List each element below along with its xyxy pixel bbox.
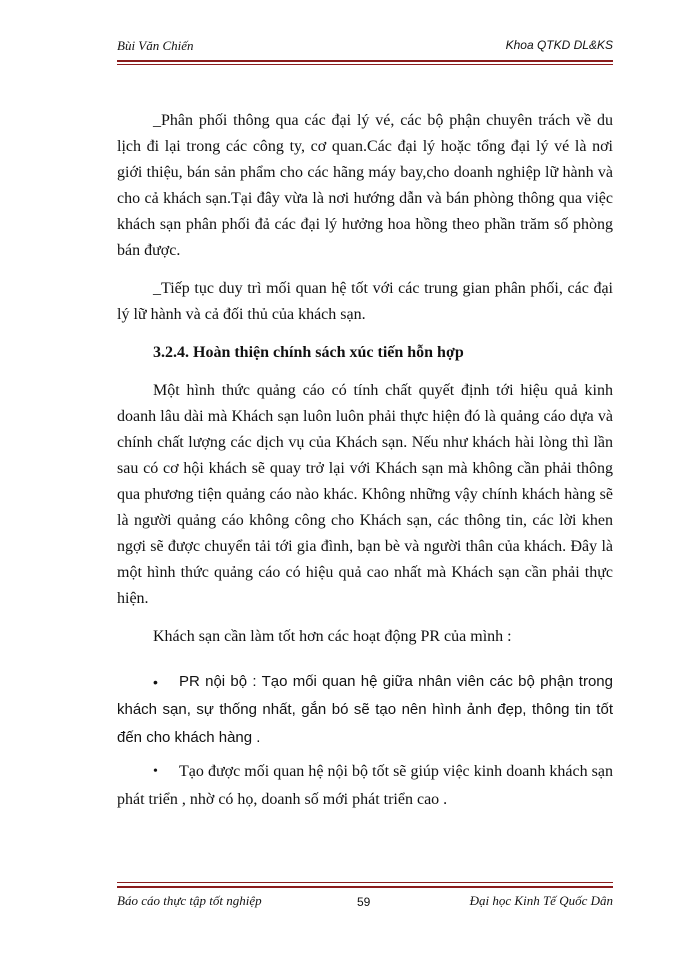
header-author: Bùi Văn Chiến [117,38,194,53]
paragraph: Khách sạn cần làm tốt hơn các hoạt động PR của mình : [153,628,512,645]
bullet-item [117,758,613,814]
bullet-marker: • [153,764,158,779]
page-footer [117,893,613,913]
footer-report-title: Báo cáo thực tập tốt nghiệp [117,893,262,908]
document-body [117,108,613,820]
footer-rule-thin [117,882,613,883]
paragraph: Một hình thức quảng cáo có tính chất quyết định tới hiệu quả kinh doanh lâu dài mà Khách sạn luôn luôn phải thực hiện đó là quảng cáo dựa và chính chất lượng các dịch vụ của Khách sạn. Nếu như khách hài lòng thì lần sau có cơ hội khách sẽ quay trở lại với Khách sạn mà không cần phải thông qua phương tiện quảng cáo nào khác. Không những vậy chính khách hàng sẽ là người quảng cáo không công cho Khách sạn, các thông tin, các lời khen ngợi sẽ được chuyển tải tới gia đình, bạn bè và người thân của khách. Đây là một hình thức quảng cáo có hiệu quả cao nhất mà Khách sạn cần phải thực hiện. [117,382,613,607]
section-heading: 3.2.4. Hoàn thiện chính sách xúc tiến hỗn hợp [153,344,464,361]
page-number: 59 [357,895,371,909]
header-rule-thin [117,64,613,65]
bullet-text: PR nội bộ : Tạo mối quan hệ giữa nhân viên các bộ phận trong khách sạn, sự thống nhất, gắn bó sẽ tạo nên hình ảnh đẹp, thông tin tốt đến cho khách hàng . [117,673,613,746]
bullet-text: Tạo được mối quan hệ nội bộ tốt sẽ giúp việc kinh doanh khách sạn phát triển , nhờ có họ, doanh số mới phát triển cao . [117,763,613,808]
paragraph: _Tiếp tục duy trì mối quan hệ tốt với các trung gian phân phối, các đại lý lữ hành và cả đối thủ của khách sạn. [117,280,613,323]
paragraph: _Phân phối thông qua các đại lý vé, các bộ phận chuyên trách về du lịch đi lại trong các công ty, cơ quan.Các đại lý hoặc tổng đại lý vé là nơi giới thiệu, bán sản phẩm cho các hãng máy bay,cho doanh nghiệp lữ hành và cho cả khách sạn.Tại đây vừa là nơi hướng dẫn và bán phòng thông qua việc khách sạn phân phối đả các đại lý hưởng hoa hồng theo phần trăm số phòng bán được. [117,112,613,259]
header-department: Khoa QTKD DL&KS [505,38,613,52]
bullet-item [117,668,613,752]
footer-university: Đại học Kinh Tế Quốc Dân [469,893,613,908]
header-rule [117,60,613,62]
footer-rule [117,886,613,888]
bullet-marker: • [153,674,158,690]
page-header [117,38,613,58]
